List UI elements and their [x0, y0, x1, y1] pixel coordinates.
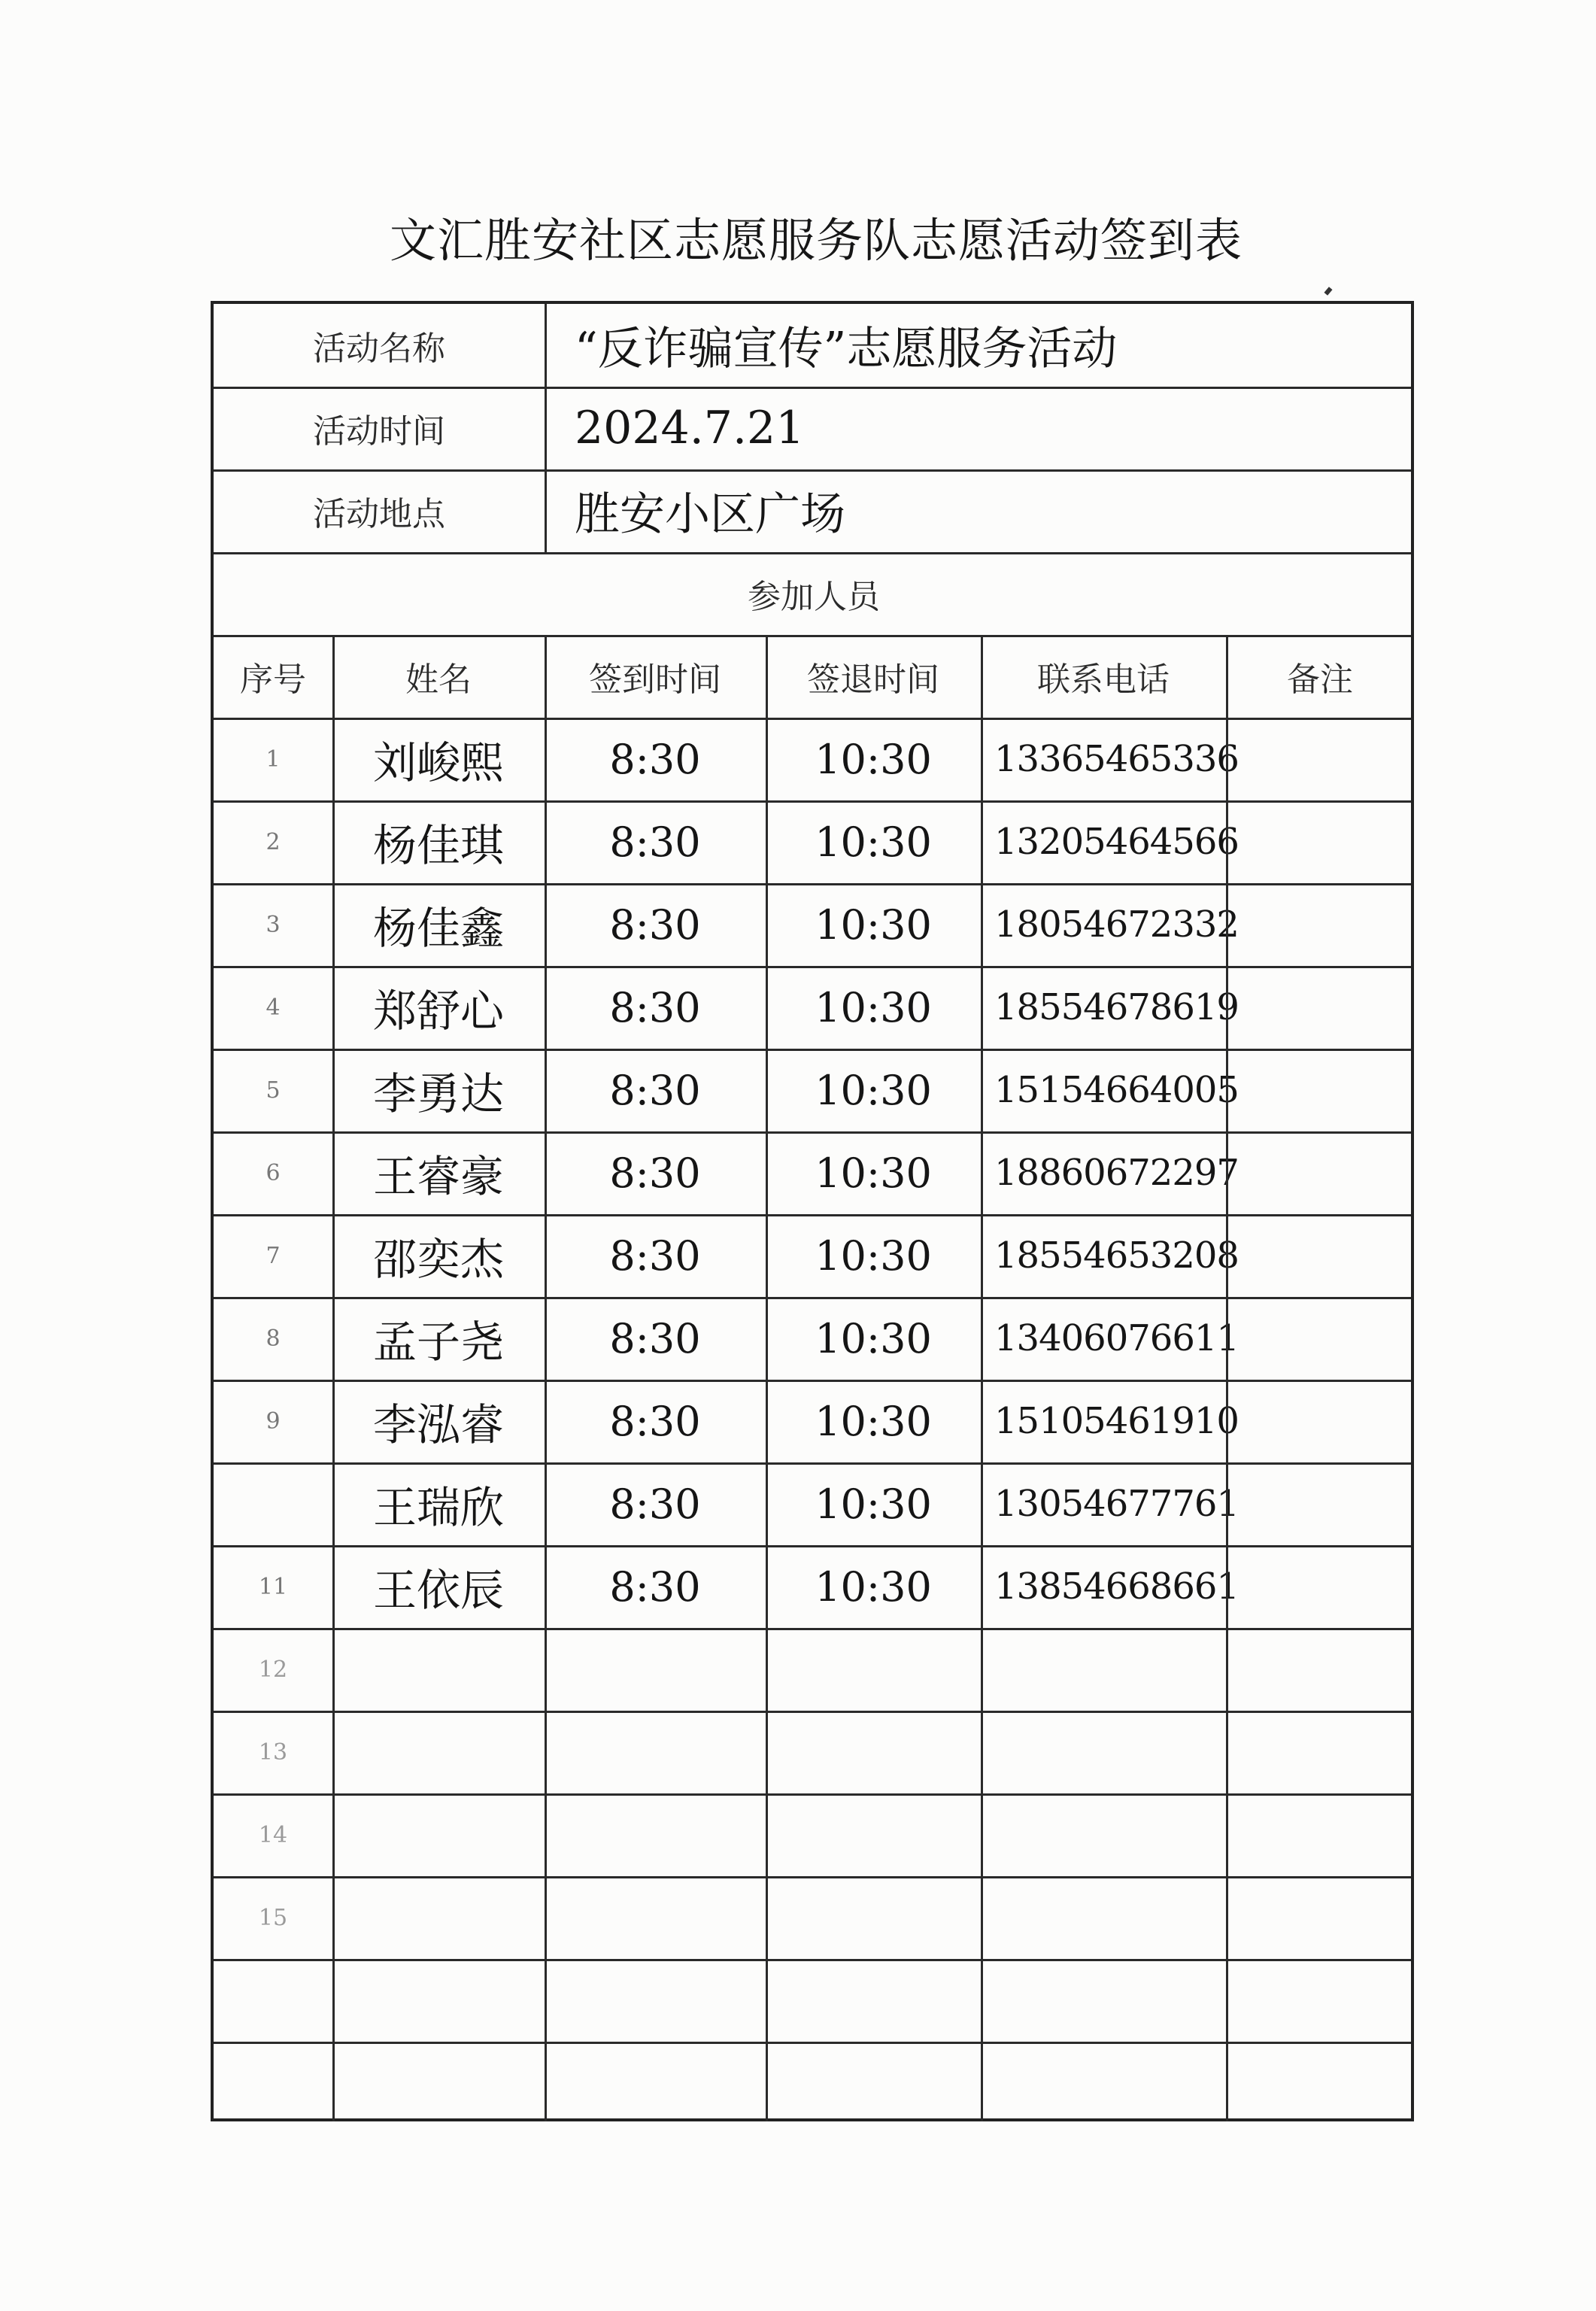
note [1226, 1545, 1414, 1628]
column-header-sign-out: 签退时间 [807, 661, 939, 699]
participant-name [332, 2042, 545, 2124]
sign-out-time: 10:30 [815, 983, 932, 1031]
sign-in-time: 8:30 [609, 1231, 701, 1280]
table-rule [214, 1214, 1411, 1216]
participant-name: 郑舒心 [372, 985, 504, 1037]
column-header-name: 姓名 [405, 661, 472, 699]
participant-name: 杨佳琪 [372, 820, 504, 871]
phone-number [981, 2042, 1226, 2124]
note [1226, 1131, 1414, 1214]
phone-number: 13205464566 [994, 821, 1239, 863]
sign-out-time [766, 1876, 981, 1959]
activity-name-value: “反诈骗宣传”志愿服务活动 [575, 323, 1118, 375]
table-rule [214, 1711, 1411, 1713]
table-rule [214, 1462, 1411, 1465]
sign-out-time: 10:30 [815, 900, 932, 949]
participant-name [332, 1793, 545, 1876]
participant-name: 李泓睿 [372, 1399, 504, 1450]
participant-name: 刘峻熙 [372, 737, 504, 788]
sign-in-time: 8:30 [609, 1480, 701, 1528]
table-rule [214, 1297, 1411, 1299]
participant-name [332, 1628, 545, 1711]
sign-in-time [545, 1793, 766, 1876]
sign-in-time [545, 1628, 766, 1711]
column-header-note: 备注 [1287, 661, 1353, 699]
sign-out-time: 10:30 [815, 1149, 932, 1197]
table-rule [214, 1545, 1411, 1547]
document-title: 文汇胜安社区志愿服务队志愿活动签到表 [389, 213, 1243, 268]
row-number: 11 [258, 1573, 288, 1600]
sign-out-time: 10:30 [815, 1480, 932, 1528]
table-rule [332, 635, 335, 2121]
participant-name: 王瑞欣 [372, 1482, 504, 1533]
row-number: 2 [265, 828, 281, 855]
table-rule [214, 1793, 1411, 1796]
table-rule [214, 635, 1411, 637]
note [1226, 1297, 1414, 1380]
participant-name [332, 1959, 545, 2042]
sign-out-time: 10:30 [815, 818, 932, 866]
participant-name: 李勇达 [372, 1068, 504, 1119]
phone-number [981, 1711, 1226, 1793]
participant-name [332, 1711, 545, 1793]
column-header-phone: 联系电话 [1037, 661, 1170, 699]
row-number: 7 [265, 1242, 281, 1269]
row-number: 14 [258, 1821, 288, 1848]
sign-out-time [766, 1959, 981, 2042]
table-rule [214, 718, 1411, 720]
sign-in-time: 8:30 [609, 1562, 701, 1611]
table-rule [214, 966, 1411, 968]
table-rule [214, 469, 1411, 472]
row-number: 12 [258, 1656, 288, 1683]
note [1226, 1876, 1414, 1959]
activity-name-label: 活动名称 [313, 329, 445, 368]
phone-number [981, 1628, 1226, 1711]
participant-name: 杨佳鑫 [372, 903, 504, 954]
note [1226, 883, 1414, 966]
row-number: 6 [265, 1159, 281, 1186]
table-rule [545, 635, 547, 2121]
note [1226, 1628, 1414, 1711]
table-rule [214, 1380, 1411, 1382]
sign-in-time [545, 2042, 766, 2124]
phone-number: 13406076611 [994, 1317, 1239, 1359]
sign-out-time [766, 1711, 981, 1793]
activity-time-value: 2024.7.21 [575, 402, 805, 454]
sign-out-time: 10:30 [815, 1397, 932, 1445]
row-number: 3 [265, 911, 281, 938]
sign-out-time: 10:30 [815, 1562, 932, 1611]
phone-number: 15154664005 [994, 1069, 1239, 1111]
sign-out-time: 10:30 [815, 1314, 932, 1362]
phone-number: 13854668661 [994, 1565, 1239, 1608]
sign-in-time: 8:30 [609, 1149, 701, 1197]
sign-out-time [766, 1628, 981, 1711]
phone-number: 13054677761 [994, 1483, 1239, 1525]
row-number: 9 [265, 1408, 281, 1435]
phone-number: 18554678619 [994, 986, 1239, 1028]
table-rule [214, 883, 1411, 885]
participant-name: 王依辰 [372, 1565, 504, 1616]
phone-number: 18860672297 [994, 1152, 1239, 1194]
ink-mark [1324, 287, 1332, 296]
column-header-no: 序号 [240, 661, 306, 699]
phone-number [981, 1793, 1226, 1876]
table-rule [214, 1049, 1411, 1051]
activity-place-value: 胜安小区广场 [575, 488, 845, 541]
table-rule [214, 1131, 1411, 1134]
row-number: 5 [265, 1077, 281, 1104]
note [1226, 1711, 1414, 1793]
participant-name [332, 1876, 545, 1959]
phone-number [981, 1876, 1226, 1959]
table-rule [981, 635, 983, 2121]
column-header-sign-in: 签到时间 [589, 661, 721, 699]
sign-in-table [211, 301, 1414, 2121]
note [1226, 1462, 1414, 1545]
note [1226, 2042, 1414, 2124]
table-rule [214, 1876, 1411, 1878]
phone-number: 15105461910 [994, 1400, 1239, 1442]
note [1226, 966, 1414, 1049]
participant-name: 王睿豪 [372, 1151, 504, 1202]
table-rule [214, 1628, 1411, 1630]
row-number: 13 [258, 1739, 288, 1766]
row-number: 4 [265, 994, 281, 1021]
row-number [214, 1959, 332, 2042]
row-number [214, 1462, 332, 1545]
participants-section-title: 参加人员 [748, 578, 880, 616]
row-number [214, 2042, 332, 2124]
sign-in-time: 8:30 [609, 1397, 701, 1445]
sign-out-time [766, 1793, 981, 1876]
table-rule [214, 1959, 1411, 1961]
sign-in-time: 8:30 [609, 900, 701, 949]
sign-in-time: 8:30 [609, 818, 701, 866]
sign-out-time [766, 2042, 981, 2124]
sign-out-time: 10:30 [815, 735, 932, 783]
table-rule [545, 304, 547, 552]
sign-in-time: 8:30 [609, 983, 701, 1031]
phone-number: 18054672332 [994, 903, 1239, 946]
row-number: 1 [265, 746, 281, 773]
activity-place-label: 活动地点 [313, 495, 445, 533]
table-rule [214, 387, 1411, 389]
sign-in-time: 8:30 [609, 1066, 701, 1114]
activity-time-label: 活动时间 [313, 412, 445, 451]
sign-in-time [545, 1959, 766, 2042]
phone-number: 18554653208 [994, 1234, 1239, 1277]
phone-number: 13365465336 [994, 738, 1239, 780]
sign-in-time: 8:30 [609, 735, 701, 783]
participant-name: 孟子尧 [372, 1316, 504, 1368]
table-rule [1226, 635, 1228, 2121]
participant-name: 邵奕杰 [372, 1234, 504, 1285]
table-rule [214, 2042, 1411, 2044]
table-rule [214, 552, 1411, 554]
sign-out-time: 10:30 [815, 1231, 932, 1280]
table-rule [214, 800, 1411, 803]
note [1226, 1959, 1414, 2042]
sign-out-time: 10:30 [815, 1066, 932, 1114]
note [1226, 1049, 1414, 1131]
note [1226, 1380, 1414, 1462]
sign-in-time [545, 1876, 766, 1959]
sign-in-time [545, 1711, 766, 1793]
note [1226, 718, 1414, 800]
phone-number [981, 1959, 1226, 2042]
sign-in-time: 8:30 [609, 1314, 701, 1362]
note [1226, 1214, 1414, 1297]
row-number: 8 [265, 1325, 281, 1352]
row-number: 15 [258, 1904, 288, 1931]
note [1226, 1793, 1414, 1876]
note [1226, 800, 1414, 883]
table-rule [766, 635, 768, 2121]
